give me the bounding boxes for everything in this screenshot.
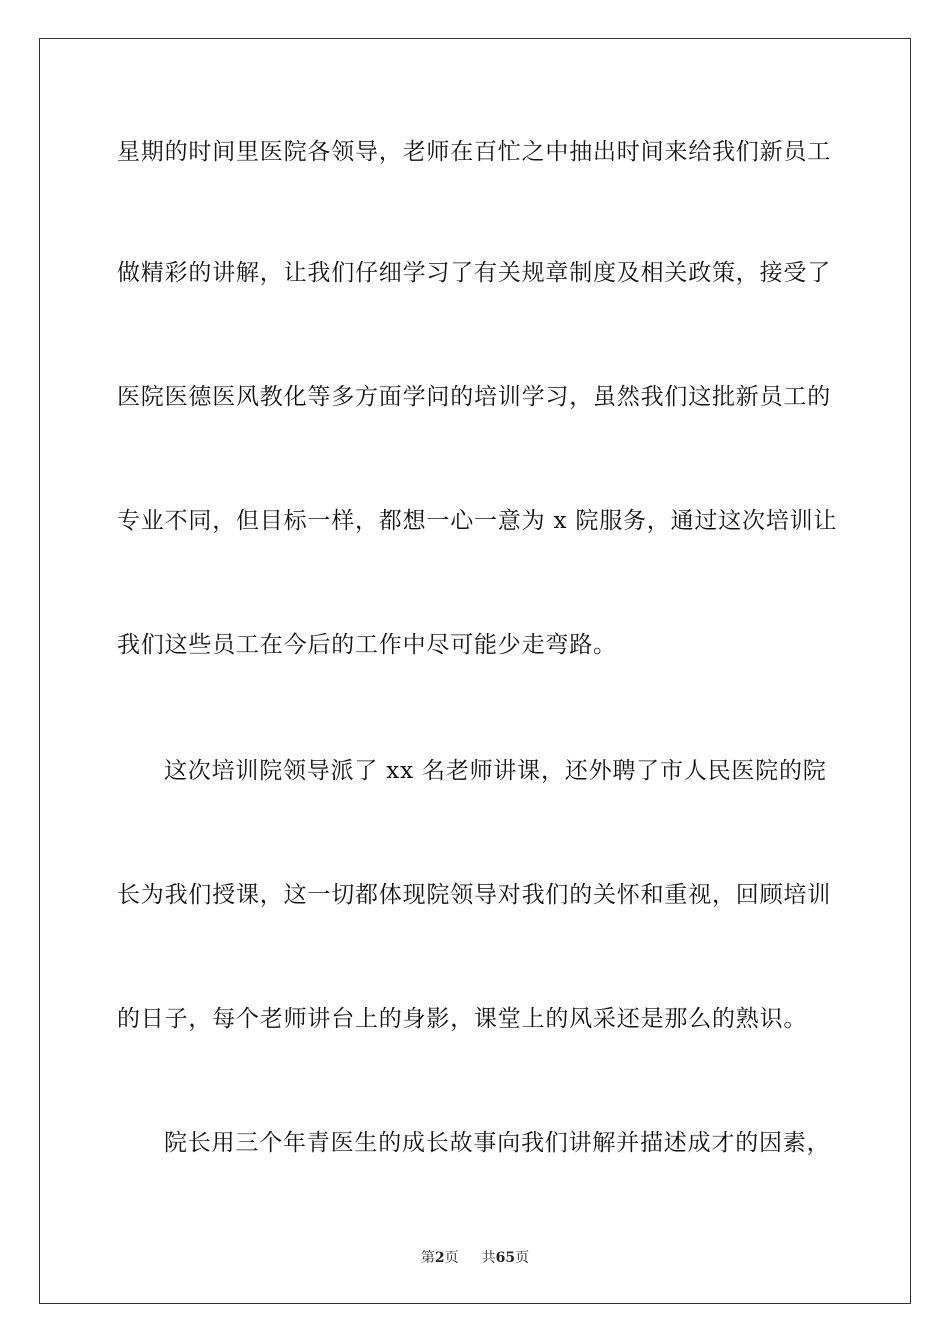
page-border [39, 38, 911, 1304]
body-line-5: 我们这些员工在今后的工作中尽可能少走弯路。 [117, 632, 617, 658]
body-line-4: 专业不同，但目标一样，都想一心一意为 x 院服务，通过这次培训让 [117, 508, 838, 534]
footer-page-suffix: 页 [444, 1250, 459, 1266]
body-line-8: 的日子，每个老师讲台上的身影，课堂上的风采还是那么的熟识。 [117, 1006, 808, 1032]
footer-total-prefix: 共 [481, 1250, 496, 1266]
footer-page-number: 2 [434, 1250, 445, 1266]
page-footer [0, 1248, 950, 1268]
footer-total-suffix: 页 [515, 1250, 530, 1266]
body-line-2: 做精彩的讲解，让我们仔细学习了有关规章制度及相关政策，接受了 [117, 260, 831, 286]
footer-page-prefix: 第 [420, 1250, 435, 1266]
body-line-6: 这次培训院领导派了 xx 名老师讲课，还外聘了市人民医院的院 [164, 758, 827, 784]
footer-total-pages: 65 [495, 1250, 516, 1266]
body-line-3: 医院医德医风教化等多方面学问的培训学习，虽然我们这批新员工的 [117, 384, 831, 410]
body-line-1: 星期的时间里医院各领导，老师在百忙之中抽出时间来给我们新员工 [117, 139, 831, 165]
body-line-9: 院长用三个年青医生的成长故事向我们讲解并描述成才的因素， [164, 1130, 831, 1156]
body-line-7: 长为我们授课，这一切都体现院领导对我们的关怀和重视，回顾培训 [117, 882, 831, 908]
